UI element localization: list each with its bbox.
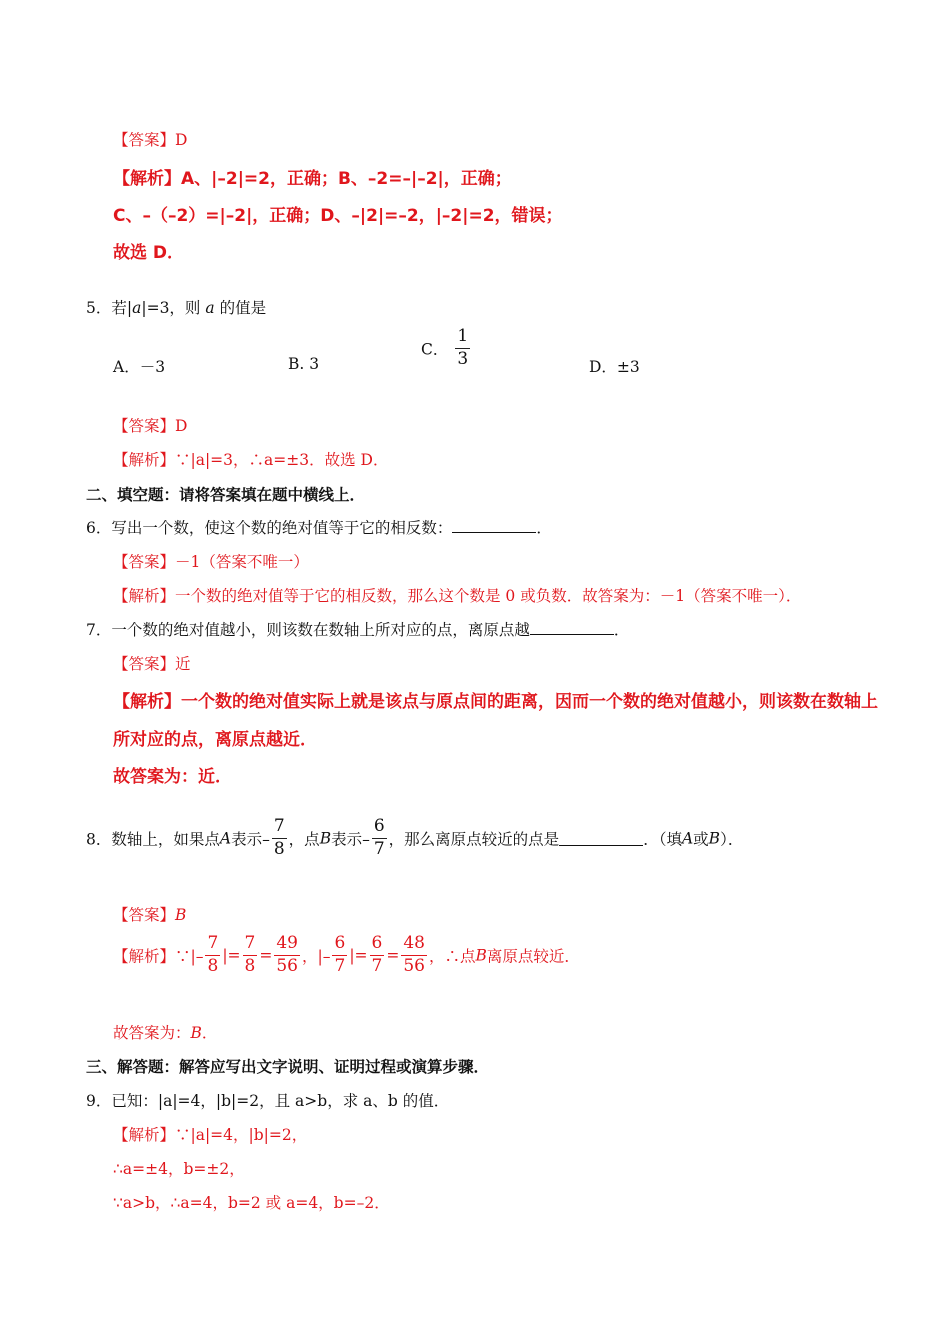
q7-analysis-line1: 【解析】一个数的绝对值实际上就是该点与原点间的距离，因而一个数的绝对值越小，则该数在数轴上 [113,692,878,712]
fraction-numerator: 7 [272,818,287,839]
q5-number: 5． [86,299,112,317]
q4-answer: 【答案】D [113,131,188,149]
q8-point-a2: A [681,829,694,848]
fraction-denominator: 56 [276,955,298,976]
q5-stem-text2: |=3，则 [141,299,201,317]
q5-option-c-fraction [455,328,470,369]
q6-stem-end: ． [536,519,552,537]
q8-analysis-point-b: B [475,946,487,965]
q4-analysis-line2: C、–（–2）=|–2|，正确；D、–|2|=–2，|–2|=2，错误； [113,206,563,226]
q8-point-b: B [319,829,332,848]
q8-text-h: ）． [720,830,744,849]
fraction-numerator: 6 [370,935,385,956]
q7-answer-blank[interactable] [530,620,614,635]
q8-text-b: 表示– [231,830,270,849]
q8-analysis-text: 离原点较近． [486,947,580,966]
q8-analysis-equals: = [259,946,273,965]
q5-var2: a [205,299,215,317]
section-2-heading: 二、填空题：请将答案填在题中横线上． [86,486,366,504]
q8-point-a: A [219,829,232,848]
q5-stem [86,296,266,318]
q9-analysis-line3: ∵a>b，∴a=4，b=2 或 a=4，b=–2． [113,1194,390,1212]
q9-stem: 9．已知：|a|=4，|b|=2，且 a>b，求 a、b 的值． [86,1092,450,1110]
q8-text-g: 或 [693,830,709,849]
fraction-denominator: 8 [273,838,285,859]
q7-stem-text: 7．一个数的绝对值越小，则该数在数轴上所对应的点，离原点越 [86,621,530,639]
q8-analysis-fraction-3 [274,935,300,976]
q8-analysis-fraction-6 [401,935,427,976]
q7-answer: 【答案】近 [113,655,191,673]
q8-conclusion [113,1021,217,1043]
q8-conclusion-text: 故答案为： [113,1024,191,1042]
q4-analysis-line3: 故选 D． [113,243,185,263]
q8-conclusion-end: ． [201,1024,218,1042]
q8-analysis-text: ，∴点 [429,947,476,966]
fraction-numerator: 49 [274,935,300,956]
q9-analysis-line1: 【解析】∵|a|=4，|b|=2， [113,1126,308,1144]
q8-analysis-fraction-4 [332,935,347,976]
q8-analysis-fraction-1 [205,935,220,976]
q5-option-a: A．－3 [113,358,166,376]
q8-text-f: ．（填 [643,830,682,849]
q6-stem [86,516,552,538]
fraction-denominator: 3 [457,348,469,369]
q5-var: a [132,299,142,317]
section-3-heading: 三、解答题：解答应写出文字说明、证明过程或演算步骤． [86,1058,490,1076]
q8-analysis-fraction-2 [243,935,258,976]
q5-answer: 【答案】D [113,417,188,435]
q8-answer-value: B [175,906,187,924]
q8-analysis-label: 【解析】∵|– [113,947,204,966]
q8-fraction-1 [272,818,287,859]
q8-text-a: 8．数轴上，如果点 [86,830,220,849]
fraction-denominator: 56 [403,955,425,976]
q9-analysis-line2: ∴a=±4，b=±2， [113,1160,245,1178]
q7-analysis-line2: 所对应的点，离原点越近． [113,730,317,750]
q5-stem-text3: 的值是 [219,299,267,317]
q6-answer: 【答案】－1（答案不唯一） [113,553,309,571]
q8-analysis-equals: = [386,946,400,965]
q8-analysis [113,935,580,976]
fraction-denominator: 7 [334,955,346,976]
fraction-numerator: 1 [455,328,470,349]
q8-stem [86,818,743,859]
q6-analysis: 【解析】一个数的绝对值等于它的相反数，那么这个数是 0 或负数．故答案为：－1（答案不唯一）． [113,587,802,605]
fraction-numerator: 6 [372,818,387,839]
q7-stem-end: ． [613,621,630,639]
q8-text-c: ，点 [288,830,320,849]
q5-option-c-label: C． [421,340,449,359]
q6-answer-blank[interactable] [452,518,536,533]
q8-text-d: 表示– [331,830,370,849]
q8-point-b2: B [708,829,721,848]
fraction-denominator: 7 [373,838,385,859]
q5-option-b: B. 3 [288,355,320,373]
q6-stem-text: 6．写出一个数，使这个数的绝对值等于它的相反数： [86,519,453,537]
q5-option-c [421,328,472,369]
fraction-numerator: 48 [401,935,427,956]
fraction-denominator: 7 [371,955,383,976]
q8-fraction-2 [372,818,387,859]
q8-analysis-text: |= [349,946,368,965]
q7-stem [86,618,629,640]
q8-text-e: ，那么离原点较近的点是 [388,830,560,849]
fraction-numerator: 7 [243,935,258,956]
fraction-denominator: 8 [207,955,219,976]
q5-stem-text: 若| [111,299,133,317]
fraction-numerator: 7 [205,935,220,956]
q8-conclusion-value: B [190,1024,202,1042]
q7-analysis-line3: 故答案为：近． [113,767,232,787]
q8-answer [113,903,186,925]
q8-answer-label: 【答案】 [113,906,176,924]
fraction-numerator: 6 [332,935,347,956]
q8-analysis-text: ，|– [302,947,331,966]
fraction-denominator: 8 [244,955,256,976]
q8-answer-blank[interactable] [559,831,643,846]
q8-analysis-fraction-5 [370,935,385,976]
q4-analysis-line1: 【解析】A、|–2|=2，正确；B、–2=–|–2|，正确； [113,169,512,189]
q5-option-d: D．±3 [589,358,640,376]
q8-analysis-text: |= [222,946,241,965]
q5-analysis: 【解析】∵|a|=3，∴a=±3．故选 D． [113,451,389,469]
